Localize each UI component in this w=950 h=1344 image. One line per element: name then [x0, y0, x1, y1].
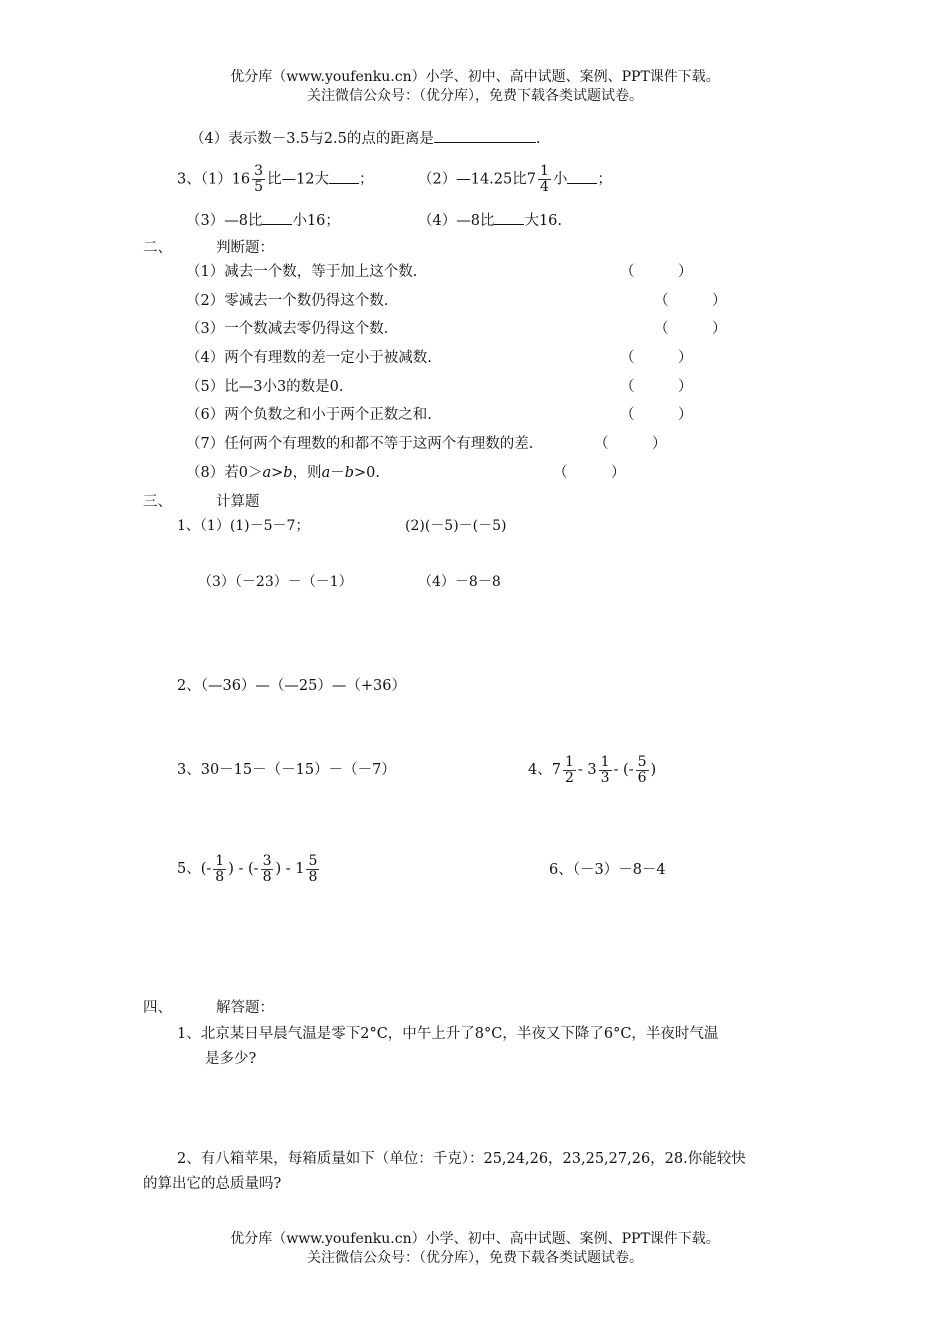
- judge-item-2: （2）零减去一个数仍得这个数.: [186, 293, 389, 309]
- fraction: $\frac{1}{2}$: [564, 753, 574, 786]
- fraction: $\frac{1}{8}$: [215, 852, 225, 885]
- calc-1-3: （3）（－23）－（－1）: [198, 574, 353, 590]
- judge-answer-paren: （ ）: [654, 321, 727, 337]
- judge-item-8: （8）若0＞a>b，则a－b>0.: [186, 465, 380, 481]
- footer-line-1: 优分库（www.youfenku.cn）小学、初中、高中试题、案例、PPT课件下载。: [230, 1231, 720, 1247]
- judge-item-3: （3）一个数减去零仍得这个数.: [186, 321, 389, 337]
- answer-blank: [494, 210, 524, 225]
- fill-question-3-1: 3、（1）16 $\frac{3}{5}$ 比—12大 ；: [177, 163, 374, 195]
- judge-answer-paren: （ ）: [620, 264, 693, 280]
- calc-2: 2、（—36）—（—25）—（+36）: [177, 678, 406, 694]
- fill-question-3-4: （4）—8比 大16.: [418, 210, 562, 231]
- fraction: $\frac{3}{8}$: [262, 852, 272, 885]
- calc-6: 6、（－3）－8－4: [549, 862, 666, 878]
- answer-blank: [434, 128, 536, 143]
- section-heading-judge: 二、 判断题：: [143, 240, 274, 256]
- answer-blank: [567, 169, 597, 184]
- answer-question-1-line-1: 1、北京某日早晨气温是零下2°C，中午上升了8°C，半夜又下降了6°C，半夜时气温: [177, 1026, 719, 1042]
- answer-blank: [329, 169, 359, 184]
- calc-4: 4、7 $\frac{1}{2}$ - 3 $\frac{1}{3}$ - (- $\frac{5}{6}$ ): [528, 753, 657, 786]
- calc-3: 3、30－15－（－15）－（－7）: [177, 762, 396, 778]
- header-line-2: 关注微信公众号：（优分库），免费下载各类试题试卷。: [307, 88, 643, 104]
- judge-answer-paren: （ ）: [553, 465, 626, 481]
- judge-item-1: （1）减去一个数，等于加上这个数.: [186, 264, 418, 280]
- fill-question-3-2: （2）—14.25比7 $\frac{1}{4}$ 小 ；: [418, 163, 612, 195]
- fill-question-4: （4）表示数－3.5与2.5的点的距离是 .: [190, 128, 540, 149]
- section-heading-answer: 四、 解答题：: [143, 1000, 274, 1016]
- judge-item-6: （6）两个负数之和小于两个正数之和.: [186, 407, 432, 423]
- judge-answer-paren: （ ）: [620, 379, 693, 395]
- judge-answer-paren: （ ）: [620, 350, 693, 366]
- calc-1-2: (2)(－5)－(－5): [405, 518, 507, 534]
- header-line-1: 优分库（www.youfenku.cn）小学、初中、高中试题、案例、PPT课件下载。: [230, 69, 720, 85]
- judge-answer-paren: （ ）: [654, 293, 727, 309]
- answer-blank: [262, 210, 292, 225]
- answer-question-2-line-1: 2、有八箱苹果，每箱质量如下（单位：千克）：25,24,26，23,25,27,26，28.你能较快: [177, 1151, 746, 1167]
- fraction: $\frac{3}{5}$: [254, 163, 264, 195]
- section-heading-calc: 三、 计算题: [143, 494, 260, 510]
- judge-item-4: （4）两个有理数的差一定小于被减数.: [186, 350, 432, 366]
- fraction: $\frac{1}{4}$: [539, 163, 549, 195]
- judge-answer-paren: （ ）: [620, 407, 693, 423]
- judge-answer-paren: （ ）: [594, 436, 667, 452]
- calc-5: 5、(- $\frac{1}{8}$ ) - (- $\frac{3}{8}$ ) - 1 $\frac{5}{8}$: [177, 852, 318, 885]
- calc-1-1: 1、（1）(1)－5－7；: [177, 518, 310, 534]
- judge-item-7: （7）任何两个有理数的和都不等于这两个有理数的差.: [186, 436, 534, 452]
- fraction: $\frac{1}{3}$: [600, 753, 610, 786]
- fraction: $\frac{5}{6}$: [637, 753, 647, 786]
- answer-question-2-line-2: 的算出它的总质量吗?: [143, 1176, 282, 1192]
- calc-1-4: （4）－8－8: [418, 574, 501, 590]
- fraction: $\frac{5}{8}$: [308, 852, 318, 885]
- judge-item-5: （5）比—3小3的数是0.: [186, 379, 344, 395]
- fill-question-3-3: （3）—8比 小16；: [186, 210, 340, 231]
- footer-line-2: 关注微信公众号：（优分库），免费下载各类试题试卷。: [307, 1250, 643, 1266]
- answer-question-1-line-2: 是多少?: [205, 1051, 257, 1067]
